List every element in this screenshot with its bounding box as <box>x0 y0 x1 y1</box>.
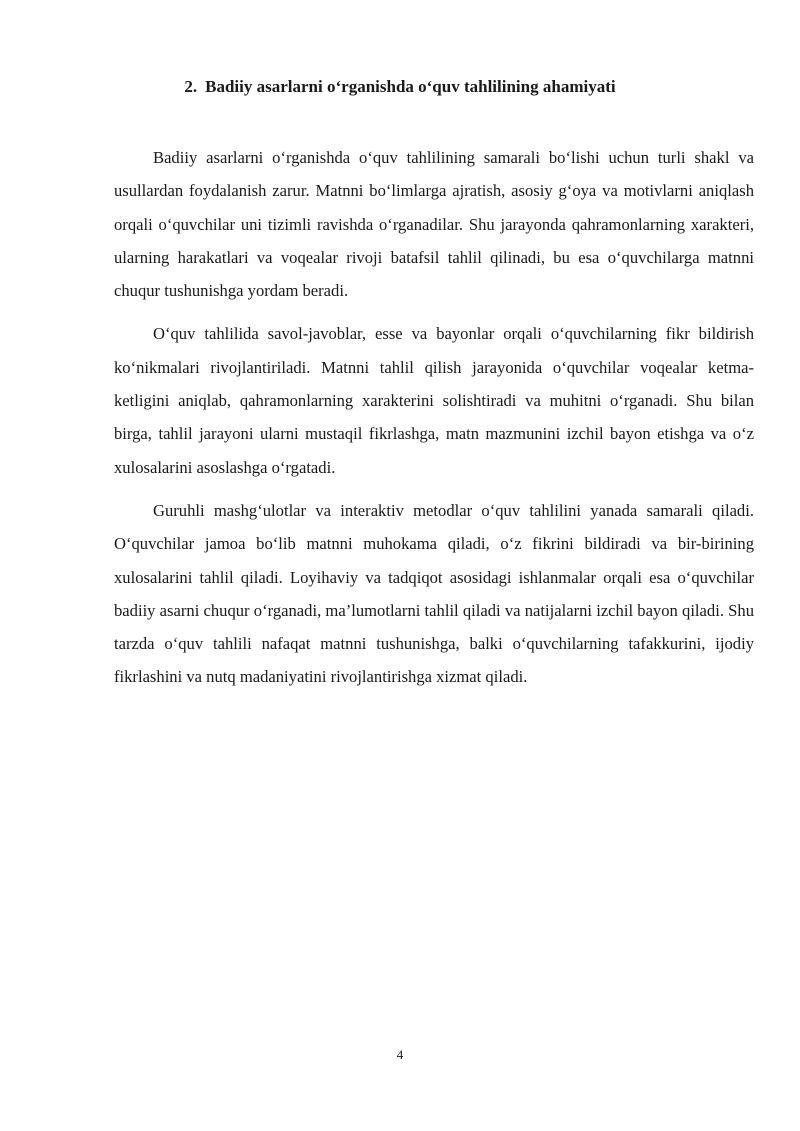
section-number: 2. <box>184 77 198 96</box>
paragraph-2: O‘quv tahlilida savol-javoblar, esse va bayonlar orqali o‘quvchilarning fikr bildirish ko‘nikmalari rivojlantiriladi. Matnni tahlil qilish jarayonida o‘quvchilar voqealar ketma-ketligini aniqlab, qahramonlarning xarakterini solishtiradi va muhitni o‘rganadi. Shu bilan birga, tahlil jarayoni ularni mustaqil fikrlashga, matn mazmunini izchil bayon etishga va o‘z xulosalarini asoslashga o‘rgatadi. <box>114 324 754 477</box>
section-heading <box>0 75 800 99</box>
paragraph-1: Badiiy asarlarni o‘rganishda o‘quv tahlilining samarali bo‘lishi uchun turli shakl va usullardan foydalanish zarur. Matnni bo‘limlarga ajratish, asosiy g‘oya va motivlarni aniqlash orqali o‘quvchilar uni tizimli ravishda o‘rganadilar. Shu jarayonda qahramonlarning xarakteri, ularning harakatlari va voqealar rivoji batafsil tahlil qilinadi, bu esa o‘quvchilarga matnni chuqur tushunishga yordam beradi. <box>114 148 754 301</box>
paragraph-3: Guruhli mashg‘ulotlar va interaktiv metodlar o‘quv tahlilini yanada samarali qiladi. O‘quvchilar jamoa bo‘lib matnni muhokama qiladi, o‘z fikrini bildiradi va bir-birining xulosalarini tahlil qiladi. Loyihaviy va tadqiqot asosidagi ishlanmalar orqali esa o‘quvchilar badiiy asarni chuqur o‘rganadi, ma’lumotlarni tahlil qiladi va natijalarni izchil bayon qiladi. Shu tarzda o‘quv tahlili nafaqat matnni tushunishga, balki o‘quvchilarning tafakkurini, ijodiy fikrlashini va nutq madaniyatini rivojlantirishga xizmat qiladi. <box>114 500 754 687</box>
body-text <box>114 141 754 704</box>
section-title: Badiiy asarlarni o‘rganishda o‘quv tahlilining ahamiyati <box>205 77 616 96</box>
page-number: 4 <box>396 1047 404 1062</box>
